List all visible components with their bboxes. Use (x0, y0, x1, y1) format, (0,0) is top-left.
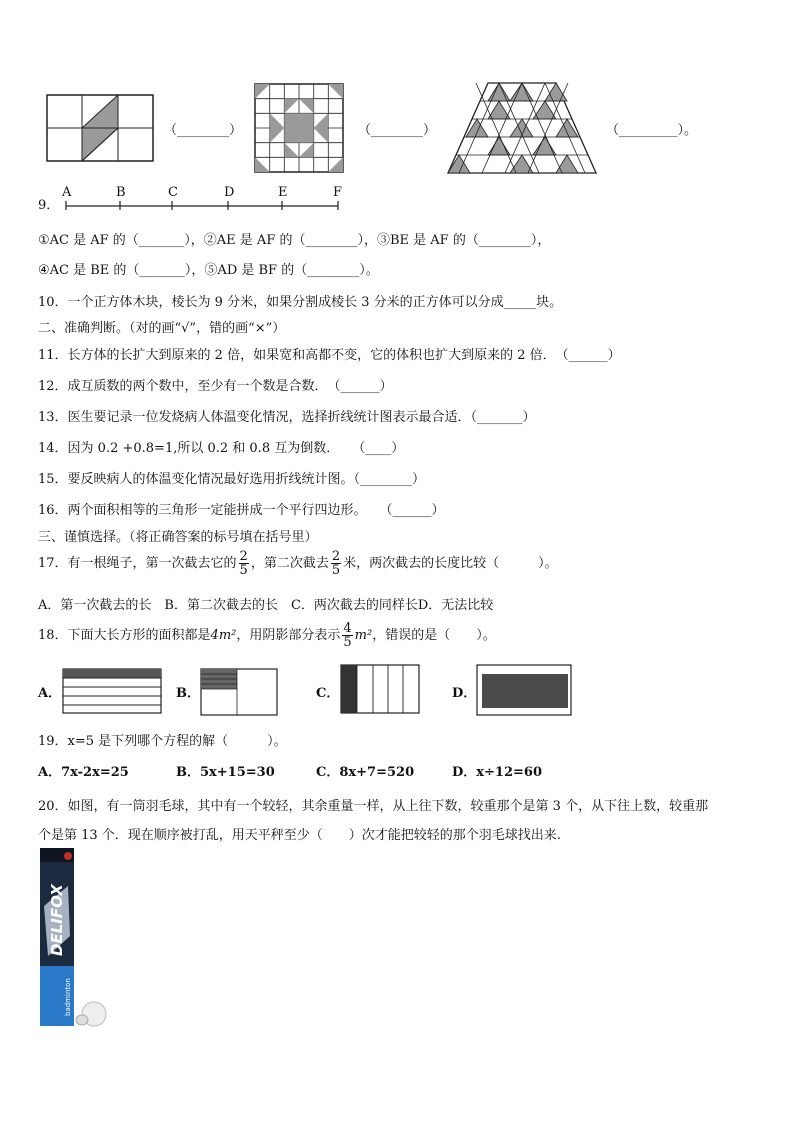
q18-stem (38, 620, 496, 652)
q19-option-D: D．x÷12=60 (452, 765, 542, 780)
q12: 12．成互质数的两个数中，至少有一个数是合数． （______） (38, 379, 393, 394)
q19-stem: 19．x=5 是下列哪个方程的解（ ）。 (38, 734, 287, 749)
q14: 14．因为 0.2 +0.8=1,所以 0.2 和 0.8 互为倒数． （____） (38, 441, 405, 456)
grid-figure-1 (46, 94, 154, 162)
q18-post: ，错误的是（ ）。 (372, 628, 496, 643)
q18-label-A: A． (38, 686, 62, 701)
point-F: F (333, 185, 343, 200)
q8-blank-1[interactable]: （________） (164, 123, 243, 138)
q18-pre: 18．下面大长方形的面积都是 (38, 628, 211, 643)
q18-label-C: C． (316, 686, 340, 701)
section-2-heading: 二、准确判断。（对的画“√”，错的画“×”） (38, 321, 286, 336)
q18-label-D: D． (452, 686, 477, 701)
tube-brand-text: DELIFOX (48, 884, 66, 956)
q18-option-D-figure[interactable] (476, 664, 572, 716)
q17-fraction-2: $\frac{2}{5}$ (331, 549, 341, 578)
q19-option-C: C．8x+7=520 (316, 765, 415, 780)
q17-post: 米，两次截去的长度比较（ ）。 (343, 556, 558, 571)
q8-blank-2[interactable]: （________） (358, 123, 437, 138)
q17-mid: ，第二次截去 (250, 556, 329, 571)
shuttlecock-tube-image (38, 846, 110, 1030)
point-E: E (278, 185, 288, 200)
q18-unit: m² (354, 628, 373, 643)
q13: 13．医生要记录一位发烧病人体温变化情况，选择折线统计图表示最合适．（_______） (38, 410, 536, 425)
q18-fraction: $\frac{4}{5}$ (343, 621, 352, 650)
q18-area: 4m² (210, 628, 237, 643)
grid-figure-2 (254, 83, 344, 173)
q18-label-B: B． (176, 686, 200, 701)
point-C: C (168, 185, 178, 200)
q18-mid: ，用阴影部分表示 (236, 628, 341, 643)
q10: 10．一个正方体木块，棱长为 9 分米，如果分割成棱长 3 分米的正方体可以分成_____块。 (38, 295, 563, 310)
q17-fraction-1: $\frac{2}{5}$ (239, 549, 248, 578)
q8-blank-3[interactable]: （_________）。 (606, 123, 698, 138)
section-3-heading: 三、谨慎选择。（将正确答案的标号填在括号里） (38, 530, 318, 545)
triangle-grid-figure (446, 81, 598, 175)
tube-sub-text: badminton (64, 978, 72, 1016)
segment-line (58, 184, 348, 214)
q20-line-1: 20．如图，有一筒羽毛球，其中有一个较轻，其余重量一样，从上往下数，较重那个是第 3 个，从下往上数，较重那 (38, 799, 709, 814)
q16: 16．两个面积相等的三角形一定能拼成一个平行四边形。 （______） (38, 503, 445, 518)
q9-line-2: ④AC 是 BE 的（_______），⑤AD 是 BF 的（________）。 (38, 263, 379, 278)
point-A: A (62, 185, 72, 200)
q18-option-C-figure[interactable] (340, 664, 420, 714)
q17-stem (38, 548, 558, 580)
point-D: D (224, 185, 235, 200)
point-B: B (116, 185, 126, 200)
q11: 11．长方体的长扩大到原来的 2 倍，如果宽和高都不变，它的体积也扩大到原来的 2 倍． （______） (38, 348, 621, 363)
q17-options: A．第一次截去的长 B．第二次截去的长 C．两次截去的同样长D．无法比较 (38, 598, 494, 613)
q19-option-B: B．5x+15=30 (176, 765, 275, 780)
q18-option-B-figure[interactable] (200, 668, 278, 716)
q19-option-A: A．7x-2x=25 (38, 765, 129, 780)
q17-pre: 17．有一根绳子，第一次截去它的 (38, 556, 237, 571)
q9-line-1: ①AC 是 AF 的（_______），②AE 是 AF 的（________），③BE 是 AF 的（________）， (38, 233, 551, 248)
q20-line-2: 个是第 13 个．现在顺序被打乱，用天平秤至少（ ）次才能把较轻的那个羽毛球找出来. (38, 828, 561, 843)
q15: 15．要反映病人的体温变化情况最好选用折线统计图。（________） (38, 472, 426, 487)
q9-number: 9． (38, 198, 60, 213)
q18-option-A-figure[interactable] (62, 668, 162, 714)
